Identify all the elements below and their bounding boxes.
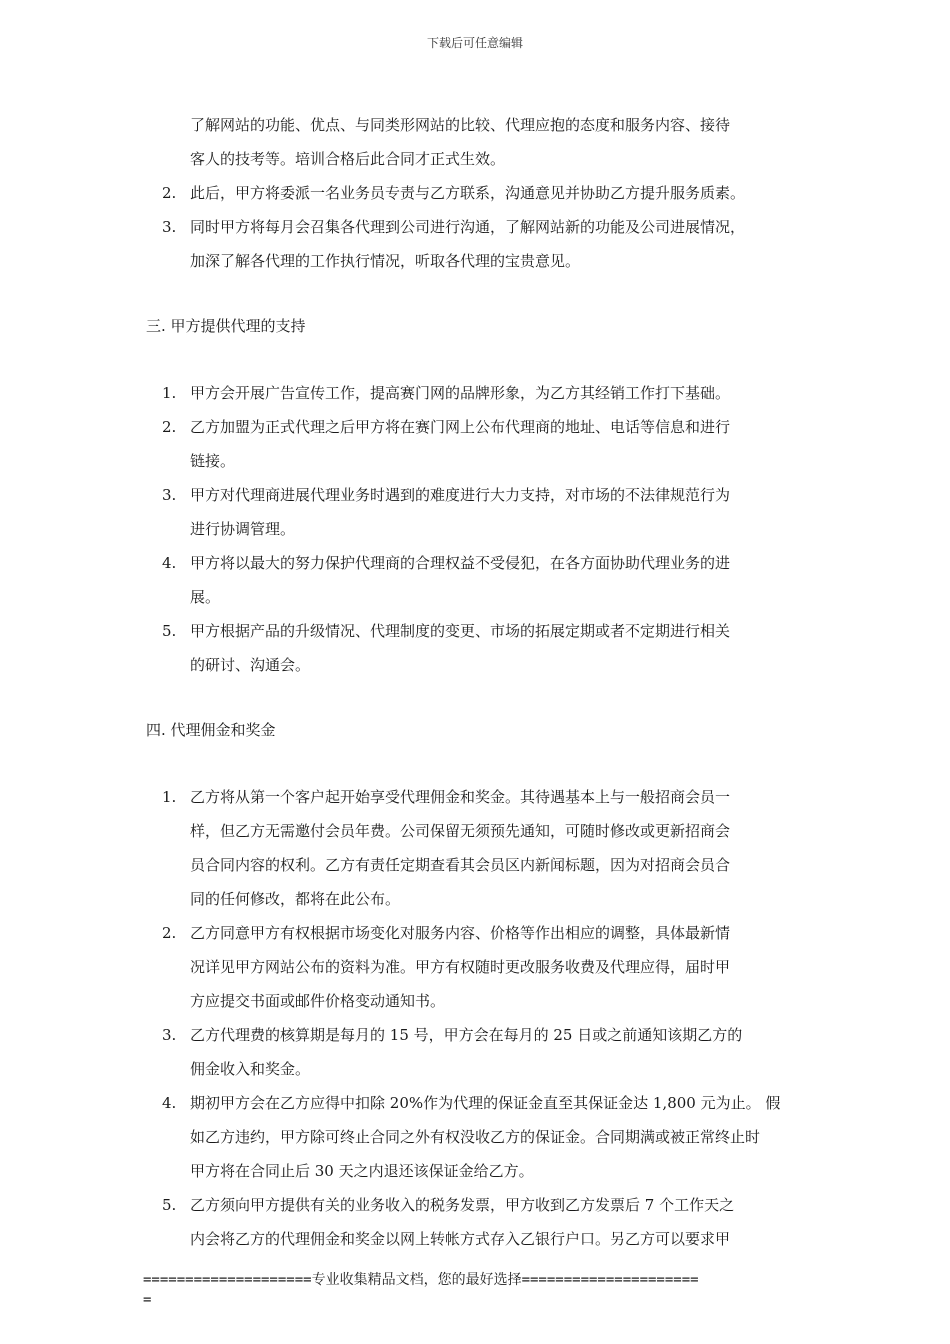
text-line: 同时甲方将每月会召集各代理到公司进行沟通，了解网站新的功能及公司进展情况， <box>190 218 746 236</box>
text-line: 乙方加盟为正式代理之后甲方将在赛门网上公布代理商的地址、电话等信息和进行 <box>190 418 731 436</box>
text-line: 甲方会开展广告宣传工作，提高赛门网的品牌形象，为乙方其经销工作打下基础。 <box>190 384 731 402</box>
list-item <box>146 478 826 546</box>
list-number: 2. <box>162 418 177 436</box>
text-line: 内会将乙方的代理佣金和奖金以网上转帐方式存入乙银行户口。另乙方可以要求甲 <box>190 1230 731 1248</box>
text-line: 样，但乙方无需邀付会员年费。公司保留无须预先通知，可随时修改或更新招商会 <box>190 822 731 840</box>
text-line: 加深了解各代理的工作执行情况，听取各代理的宝贵意见。 <box>190 252 581 270</box>
list-item <box>146 210 826 278</box>
text-line: 乙方同意甲方有权根据市场变化对服务内容、价格等作出相应的调整，具体最新情 <box>190 924 731 942</box>
text-line: 同的任何修改，都将在此公布。 <box>190 890 401 908</box>
text-line: 甲方根据产品的升级情况、代理制度的变更、市场的拓展定期或者不定期进行相关 <box>190 622 731 640</box>
text-line: 甲方对代理商进展代理业务时遇到的难度进行大力支持，对市场的不法律规范行为 <box>190 486 731 504</box>
list-item <box>146 1018 826 1086</box>
text-line: 甲方将在合同止后 30 天之内退还该保证金给乙方。 <box>190 1162 534 1180</box>
list-item <box>146 916 826 1018</box>
text-line: 了解网站的功能、优点、与同类形网站的比较、代理应抱的态度和服务内容、接待 <box>190 116 731 134</box>
text-line: 如乙方违约，甲方除可终止合同之外有权没收乙方的保证金。合同期满或被正常终止时 <box>190 1128 761 1146</box>
text-line: 乙方将从第一个客户起开始享受代理佣金和奖金。其待遇基本上与一般招商会员一 <box>190 788 731 806</box>
page-header: 下载后可任意编辑 <box>426 36 523 50</box>
text-line: 期初甲方会在乙方应得中扣除 20%作为代理的保证金直至其保证金达 1,800 元为止。 假 <box>190 1094 781 1112</box>
footer-tail: = <box>143 1292 152 1308</box>
list-item <box>146 376 826 410</box>
footer-banner: ====================专业收集精品文档，您的最好选择===================== <box>143 1272 699 1288</box>
text-line: 员合同内容的权利。乙方有责任定期查看其会员区内新闻标题，因为对招商会员合 <box>190 856 731 874</box>
text-line: 展。 <box>190 588 221 606</box>
list-item <box>146 614 826 682</box>
document-body <box>146 108 826 1256</box>
list-item <box>146 1188 826 1256</box>
list-number: 4. <box>162 1094 177 1112</box>
list-number: 2. <box>162 924 177 942</box>
section-heading: 四. 代理佣金和奖金 <box>146 721 276 739</box>
text-line: 况详见甲方网站公布的资料为准。甲方有权随时更改服务收费及代理应得，届时甲 <box>190 958 731 976</box>
list-number: 3. <box>162 486 177 504</box>
list-number: 1. <box>162 788 177 806</box>
text-line: 乙方代理费的核算期是每月的 15 号，甲方会在每月的 25 日或之前通知该期乙方的 <box>190 1026 743 1044</box>
text-line: 乙方须向甲方提供有关的业务收入的税务发票，甲方收到乙方发票后 7 个工作天之 <box>190 1196 735 1214</box>
text-line: 进行协调管理。 <box>190 520 296 538</box>
text-line: 甲方将以最大的努力保护代理商的合理权益不受侵犯，在各方面协助代理业务的进 <box>190 554 731 572</box>
text-line: 此后，甲方将委派一名业务员专责与乙方联系，沟通意见并协助乙方提升服务质素。 <box>190 184 746 202</box>
list-item <box>146 176 826 210</box>
continued-paragraph <box>146 108 826 176</box>
text-line: 客人的技考等。培训合格后此合同才正式生效。 <box>190 150 506 168</box>
list-number: 1. <box>162 384 177 402</box>
list-number: 4. <box>162 554 177 572</box>
text-line: 佣金收入和奖金。 <box>190 1060 311 1078</box>
list-number: 5. <box>162 622 177 640</box>
text-line: 方应提交书面或邮件价格变动通知书。 <box>190 992 446 1010</box>
list-number: 3. <box>162 1026 177 1044</box>
list-item <box>146 1086 826 1188</box>
list-item <box>146 780 826 916</box>
text-line: 链接。 <box>190 452 236 470</box>
list-number: 5. <box>162 1196 177 1214</box>
text-line: 的研讨、沟通会。 <box>190 656 311 674</box>
page-footer <box>143 1270 823 1310</box>
section-heading: 三. 甲方提供代理的支持 <box>146 317 306 335</box>
list-item <box>146 546 826 614</box>
list-item <box>146 410 826 478</box>
list-number: 3. <box>162 218 177 236</box>
list-number: 2. <box>162 184 177 202</box>
